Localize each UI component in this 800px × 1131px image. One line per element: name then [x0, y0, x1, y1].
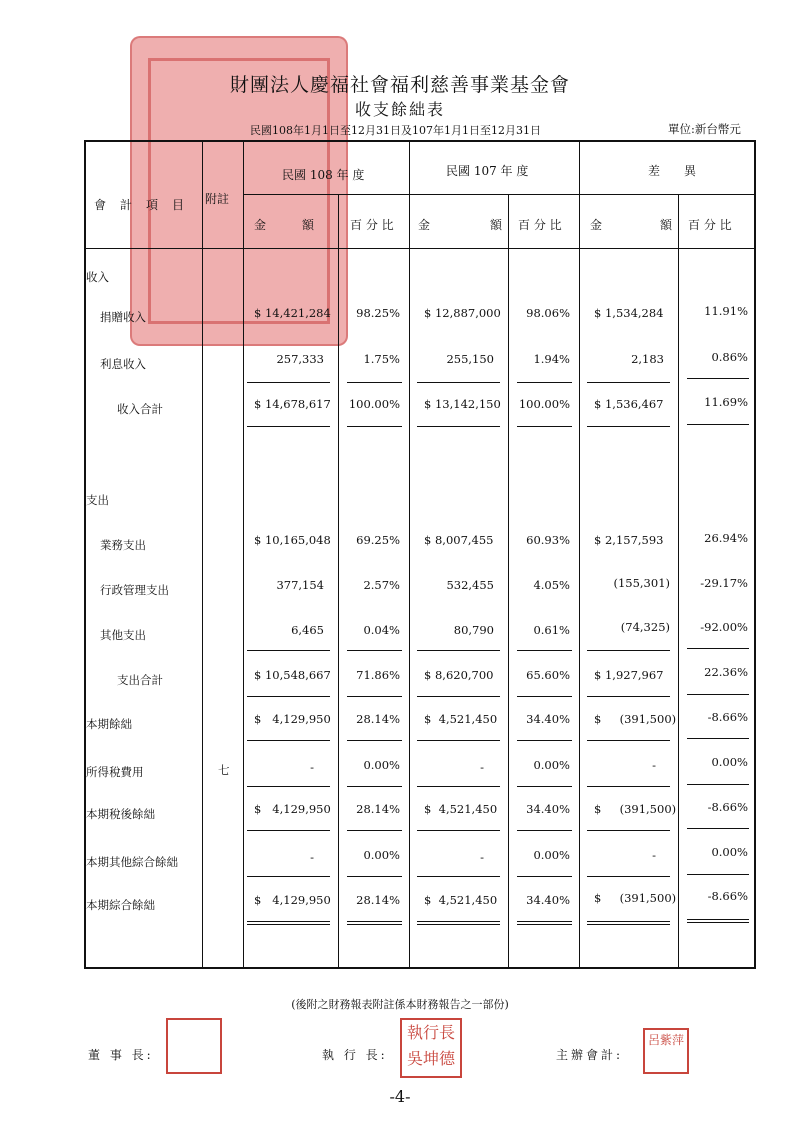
cell-donation-pct-107: 98.06% [526, 306, 570, 320]
header-amount-107-b: 額 [490, 218, 503, 232]
header-year-107: 民國 107 年 度 [446, 164, 529, 178]
cell-other-pct-108: 0.04% [363, 623, 400, 637]
row-label-surplus: 本期餘絀 [86, 717, 132, 731]
accountant-label: 主辦會計: [556, 1048, 624, 1062]
cell-surplus-amount-108: $ 4,129,950 [254, 712, 331, 726]
cell-business-pct-107: 60.93% [526, 533, 570, 547]
cell-business-amount-diff: $ 2,157,593 [594, 533, 664, 547]
cell-total-ci-pct-diff: -8.66% [707, 889, 748, 903]
cell-surplus-amount-diff: $ (391,500) [594, 712, 677, 726]
cell-income-total-amount-107: $ 13,142,150 [424, 397, 501, 411]
cell-total-ci-amount-107: $ 4,521,450 [424, 893, 498, 907]
cell-oci-amount-diff: - [652, 848, 656, 862]
row-label-income-total: 收入合計 [117, 402, 163, 416]
header-item: 會 計 項 目 [94, 198, 186, 212]
header-year-108: 民國 108 年 度 [282, 168, 365, 182]
ceo-seal [400, 1018, 462, 1078]
cell-business-amount-108: $ 10,165,048 [254, 533, 331, 547]
ceo-seal-line2: 吳坤德 [406, 1049, 455, 1068]
income-section-label: 收入 [86, 270, 109, 284]
cell-other-pct-diff: -92.00% [700, 620, 748, 634]
cell-other-amount-107: 80,790 [453, 623, 494, 637]
cell-expense-total-amount-diff: $ 1,927,967 [594, 668, 664, 682]
cell-oci-amount-108: - [310, 850, 314, 864]
cell-after-tax-amount-107: $ 4,521,450 [424, 802, 498, 816]
cell-expense-total-amount-108: $ 10,548,667 [254, 668, 331, 682]
row-label-donation: 捐贈收入 [100, 310, 146, 324]
header-amount-diff-a: 金 [590, 218, 603, 232]
row-label-total-comprehensive: 本期綜合餘絀 [86, 898, 155, 912]
page-number: -4- [389, 1087, 411, 1106]
row-label-after-tax: 本期稅後餘絀 [86, 807, 155, 821]
cell-expense-total-amount-107: $ 8,620,700 [424, 668, 494, 682]
cell-admin-amount-108: 377,154 [276, 578, 324, 592]
cell-surplus-pct-107: 34.40% [526, 712, 570, 726]
cell-income-total-amount-diff: $ 1,536,467 [594, 397, 664, 411]
accountant-seal: 呂紫萍 [643, 1028, 689, 1074]
cell-tax-amount-diff: - [652, 758, 656, 772]
row-label-other-comprehensive: 本期其他綜合餘絀 [86, 855, 178, 869]
header-note: 附註 [205, 192, 230, 206]
cell-after-tax-pct-107: 34.40% [526, 802, 570, 816]
header-pct-107: 百 分 比 [518, 218, 562, 232]
cell-after-tax-amount-diff: $ (391,500) [594, 802, 677, 816]
cell-tax-amount-107: - [480, 760, 484, 774]
cell-donation-amount-107: $ 12,887,000 [424, 306, 501, 320]
cell-tax-note: 七 [218, 763, 230, 777]
cell-income-total-pct-108: 100.00% [348, 397, 400, 411]
header-difference: 差 異 [648, 164, 697, 178]
cell-other-pct-107: 0.61% [533, 623, 570, 637]
cell-other-amount-diff: (74,325) [620, 620, 670, 634]
cell-expense-total-pct-108: 71.86% [356, 668, 400, 682]
cell-donation-pct-diff: 11.91% [704, 304, 748, 318]
expense-section-label: 支出 [86, 493, 109, 507]
cell-interest-amount-108: 257,333 [276, 352, 324, 366]
cell-after-tax-pct-108: 28.14% [356, 802, 400, 816]
cell-donation-pct-108: 98.25% [356, 306, 400, 320]
cell-income-total-pct-diff: 11.69% [704, 395, 748, 409]
currency-unit: 單位:新台幣元 [668, 122, 741, 136]
document-title: 財團法人慶福社會福利慈善事業基金會 [229, 74, 570, 96]
cell-business-pct-108: 69.25% [356, 533, 400, 547]
cell-surplus-amount-107: $ 4,521,450 [424, 712, 498, 726]
cell-business-amount-107: $ 8,007,455 [424, 533, 494, 547]
ceo-label: 執 行 長: [322, 1048, 388, 1062]
ceo-seal-line1: 執行長 [406, 1023, 455, 1042]
cell-interest-pct-107: 1.94% [533, 352, 570, 366]
cell-interest-amount-107: 255,150 [446, 352, 494, 366]
row-label-interest: 利息收入 [100, 357, 146, 371]
statement-table [84, 140, 756, 969]
cell-income-total-amount-108: $ 14,678,617 [254, 397, 331, 411]
cell-admin-pct-diff: -29.17% [700, 576, 748, 590]
cell-oci-pct-107: 0.00% [533, 848, 570, 862]
cell-oci-amount-107: - [480, 850, 484, 864]
row-label-expense-total: 支出合計 [117, 673, 163, 687]
header-amount-diff-b: 額 [660, 218, 673, 232]
cell-total-ci-pct-107: 34.40% [526, 893, 570, 907]
cell-business-pct-diff: 26.94% [704, 531, 748, 545]
cell-expense-total-pct-107: 65.60% [526, 668, 570, 682]
footnote: (後附之財務報表附註係本財務報告之一部份) [291, 998, 509, 1011]
cell-expense-total-pct-diff: 22.36% [704, 665, 748, 679]
chairman-seal [166, 1018, 222, 1074]
cell-total-ci-pct-108: 28.14% [356, 893, 400, 907]
cell-admin-amount-107: 532,455 [446, 578, 494, 592]
row-label-admin: 行政管理支出 [100, 583, 169, 597]
row-label-business: 業務支出 [100, 538, 146, 552]
cell-interest-pct-diff: 0.86% [711, 350, 748, 364]
cell-admin-pct-108: 2.57% [363, 578, 400, 592]
cell-donation-amount-108: $ 14,421,284 [254, 306, 331, 320]
cell-admin-pct-107: 4.05% [533, 578, 570, 592]
cell-tax-amount-108: - [310, 760, 314, 774]
chairman-label: 董 事 長: [88, 1048, 154, 1062]
cell-oci-pct-108: 0.00% [363, 848, 400, 862]
row-label-income-tax: 所得稅費用 [86, 765, 144, 779]
cell-interest-pct-108: 1.75% [363, 352, 400, 366]
document-subtitle: 收支餘絀表 [354, 100, 445, 119]
header-amount-108: 金 額 [254, 218, 315, 232]
header-amount-107-a: 金 [418, 218, 431, 232]
cell-interest-amount-diff: 2,183 [631, 352, 664, 366]
cell-tax-pct-diff: 0.00% [711, 755, 748, 769]
report-period: 民國108年1月1日至12月31日及107年1月1日至12月31日 [250, 124, 541, 137]
cell-tax-pct-108: 0.00% [363, 758, 400, 772]
header-pct-diff: 百 分 比 [688, 218, 732, 232]
cell-after-tax-amount-108: $ 4,129,950 [254, 802, 331, 816]
cell-other-amount-108: 6,465 [291, 623, 324, 637]
cell-surplus-pct-diff: -8.66% [707, 710, 748, 724]
cell-after-tax-pct-diff: -8.66% [707, 800, 748, 814]
header-pct-108: 百 分 比 [350, 218, 394, 232]
cell-total-ci-amount-diff: $ (391,500) [594, 891, 677, 905]
cell-total-ci-amount-108: $ 4,129,950 [254, 893, 331, 907]
cell-admin-amount-diff: (155,301) [613, 576, 670, 590]
cell-surplus-pct-108: 28.14% [356, 712, 400, 726]
cell-donation-amount-diff: $ 1,534,284 [594, 306, 664, 320]
cell-tax-pct-107: 0.00% [533, 758, 570, 772]
row-label-other: 其他支出 [100, 628, 146, 642]
cell-oci-pct-diff: 0.00% [711, 845, 748, 859]
cell-income-total-pct-107: 100.00% [518, 397, 570, 411]
